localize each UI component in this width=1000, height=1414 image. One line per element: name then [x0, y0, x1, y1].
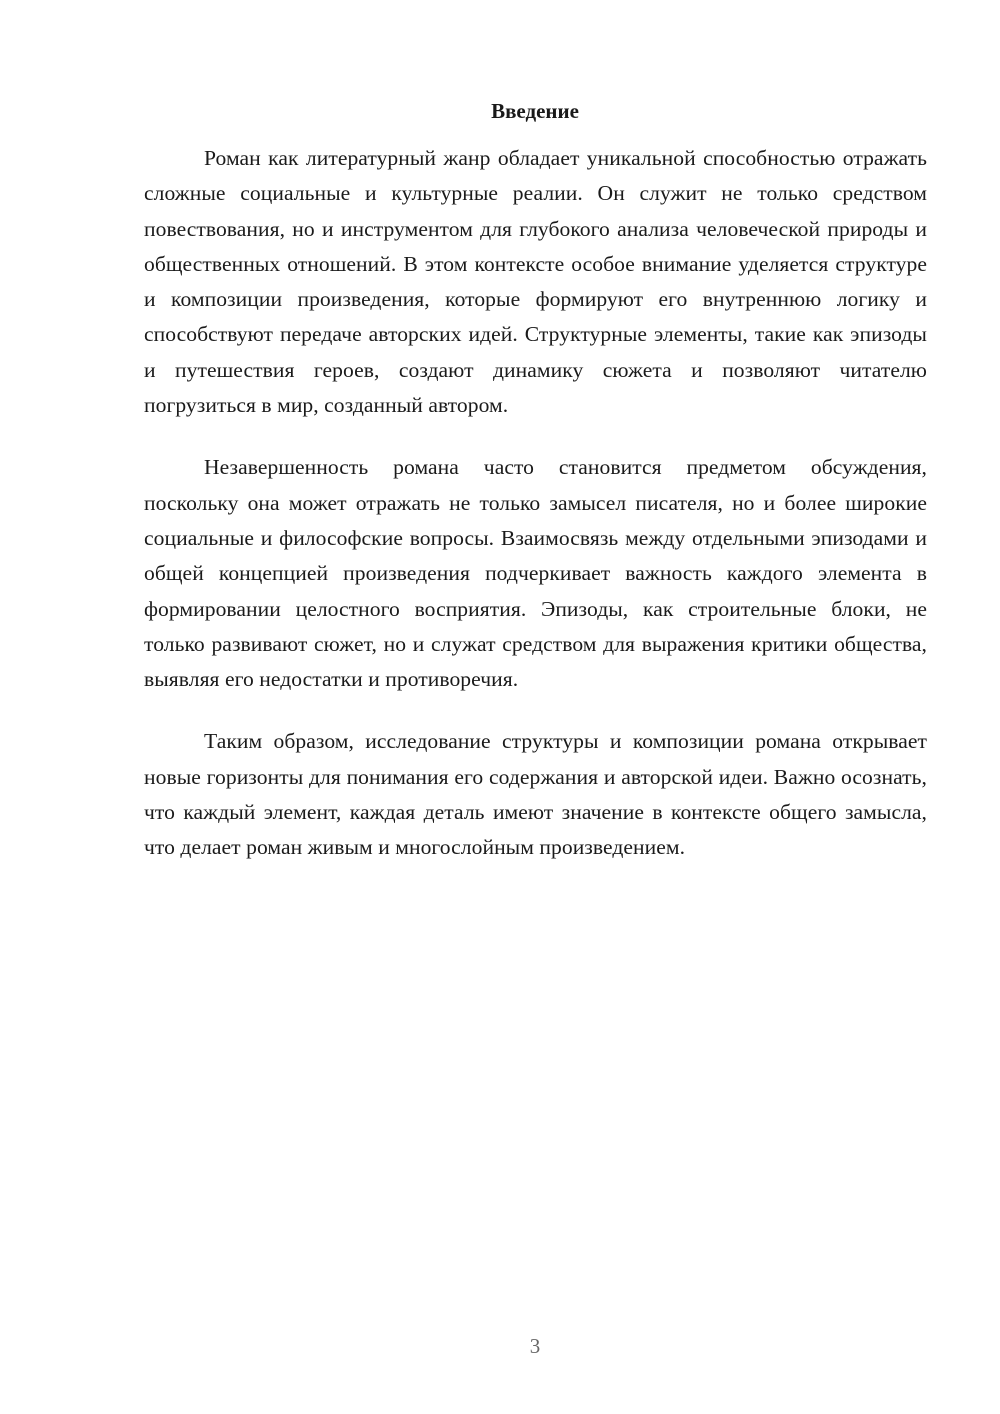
- paragraph-3: Таким образом, исследование структуры и композиции романа открывает новые горизонты для понимания его содержания и авторской идеи. Важно осознать, что каждый элемент, каждая деталь имеют значение в контексте общего замысла, что делает роман живым и многослойным произведением.: [144, 729, 927, 860]
- paragraph-2: Незавершенность романа часто становится предметом обсуждения, поскольку она может отражать не только замысел писателя, но и более широкие социальные и философские вопросы. Взаимосвязь между отдельными эпизодами и общей концепцией произведения подчеркивает важность каждого элемента в формировании целостного восприятия. Эпизоды, как строительные блоки, не только развивают сюжет, но и служат средством для выражения критики общества, выявляя его недостатки и противоречия.: [144, 455, 927, 692]
- paragraph-1: Роман как литературный жанр обладает уникальной способностью отражать сложные социальные и культурные реалии. Он служит не только средством повествования, но и инструментом для глубокого анализа человеческой природы и общественных отношений. В этом контексте особое внимание уделяется структуре и композиции произведения, которые формируют его внутреннюю логику и способствуют передаче авторских идей. Структурные элементы, такие как эпизоды и путешествия героев, создают динамику сюжета и позволяют читателю погрузиться в мир, созданный автором.: [144, 146, 927, 418]
- document-body: [144, 141, 927, 893]
- page-number: 3: [529, 1334, 541, 1358]
- section-heading: Введение: [491, 99, 579, 123]
